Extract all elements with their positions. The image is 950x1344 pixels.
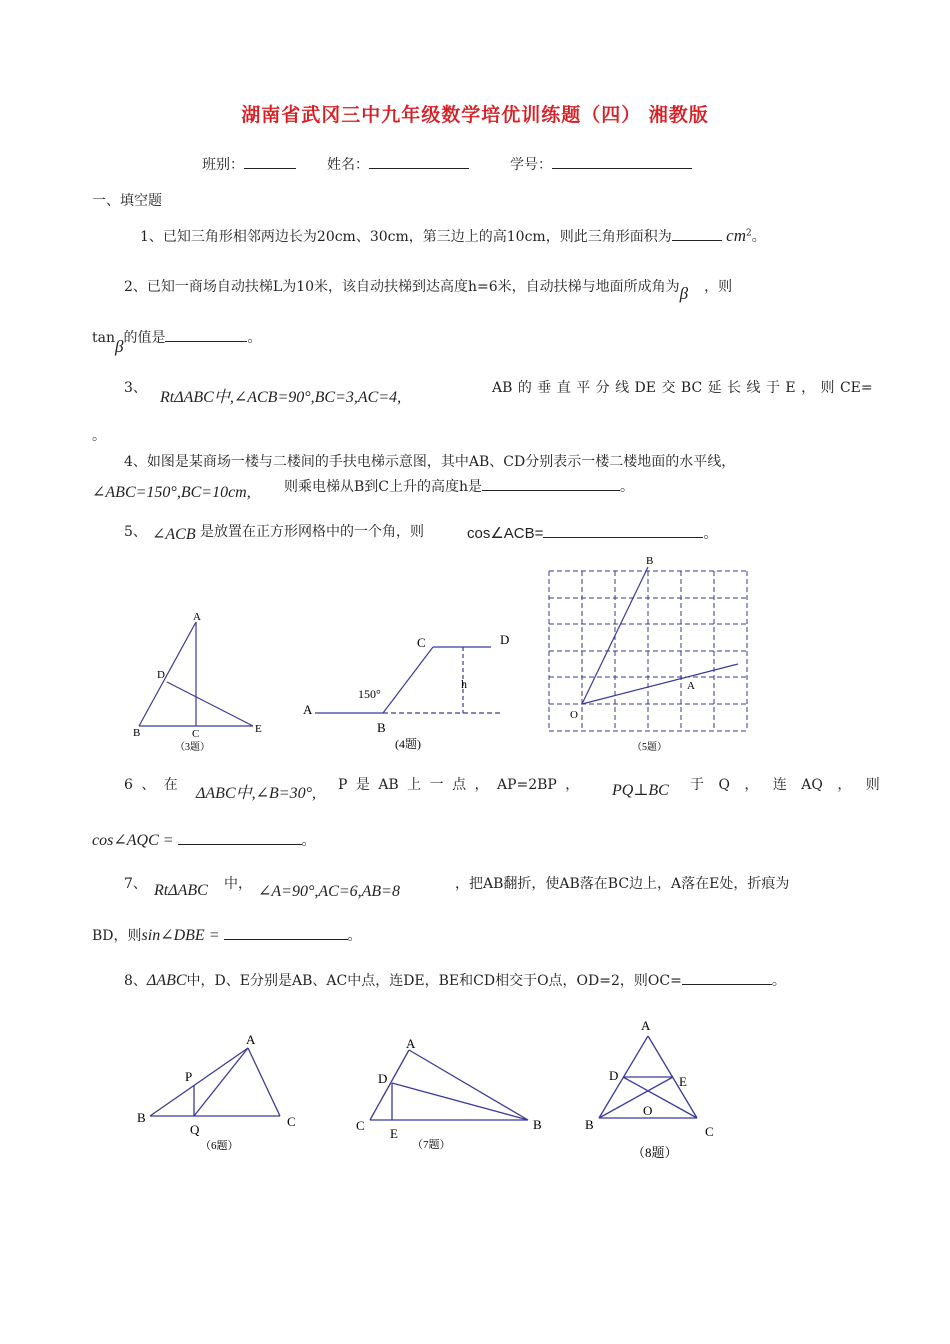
fig4-caption: (4题) [395,737,421,751]
question-7-text: 中， [224,876,252,892]
fig7-label-a: A [406,1036,416,1051]
number-label: 学号： [510,157,552,173]
fig3-label-c: C [192,728,200,740]
q1-sup: 2 [745,228,752,239]
question-2 [124,276,733,303]
name-label: 姓名： [327,157,369,173]
question-7-line2 [92,925,362,945]
question-6-line2 [92,830,316,850]
q8-blank[interactable] [682,970,772,985]
fig8-label-o: O [643,1103,653,1118]
q2-blank[interactable] [165,327,247,342]
fig7-label-c: C [356,1118,365,1133]
fig8-label-d: D [609,1068,619,1083]
q6-line2-end: 。 [301,833,316,849]
question-4-text: 4、如图是某商场一楼与二楼间的手扶电梯示意图，其中AB、CD分别表示一楼二楼地面的水平线， [124,454,736,470]
fig7-label-b: B [533,1117,542,1132]
fig5-label-b: B [646,555,654,567]
question-5-num: 5、 [124,524,147,540]
figure-7 [350,1034,550,1156]
question-6-text: P 是 AB 上 一 点 ， AP=2BP ， [338,777,580,793]
question-4-math: ∠ABC=150°,BC=10cm, [92,484,251,501]
fig3-label-a: A [193,611,201,623]
class-blank[interactable] [244,154,296,169]
question-5-answer [467,523,717,543]
q2-tan: tan [92,330,115,346]
fig5-label-o: O [570,709,578,721]
q8-num: 8、 [124,973,147,989]
q2-line2-text: 的值是 [123,330,166,346]
q7-line2: BD，则 [92,928,142,944]
q1-text: 1、已知三角形相邻两边长为20cm、30cm，第三边上的高10cm，则此三角形面积为 [140,229,672,245]
fig7-label-e: E [390,1126,398,1141]
fig6-side-ac [248,1048,280,1116]
fig3-label-e: E [255,723,262,735]
fig6-label-c: C [287,1114,296,1129]
figure-3 [125,608,275,758]
question-2-line2 [92,327,262,356]
name-field [327,154,469,174]
q5-blank[interactable] [543,523,703,538]
question-1 [140,226,766,246]
question-4-rest [284,476,634,496]
fig7-side-ab [409,1050,528,1120]
question-6-text2: 于 Q ， 连 AQ ， 则 [690,777,880,793]
question-6-math: ΔABC中,∠B=30°, [196,785,316,802]
page-title: 湖南省武冈三中九年级数学培优训练题（四） 湘教版 [241,104,709,126]
q7-line2-math: sin∠DBE = [141,927,220,944]
class-field [202,154,296,174]
class-label: 班别： [202,157,244,173]
q1-blank[interactable] [672,226,722,241]
fig6-caption: （6题） [200,1140,239,1152]
question-3-end: 。 [92,428,106,444]
figure-8 [580,1012,730,1162]
fig4-angle: 150° [358,687,381,701]
q1-unit: cm [726,226,746,245]
fig6-label-p: P [185,1069,193,1084]
fig6-line-aq [194,1048,248,1116]
fig3-side-ba [139,622,196,726]
q2-end: ，则 [704,279,733,295]
fig6-label-q: Q [190,1122,200,1137]
fig5-label-a: A [687,680,695,692]
q2-beta-2: β [115,337,124,356]
q8-text: 中，D、E分别是AB、AC中点，连DE，BE和CD相交于O点，OD=2，则OC= [186,973,682,989]
q5-end: 。 [703,526,718,542]
q5-math2: cos∠ACB= [467,525,544,542]
question-7-text2: ，把AB翻折，使AB落在BC边上，A落在E处，折痕为 [455,876,790,892]
q2-beta: β [679,284,689,303]
q2-line2-end: 。 [247,330,262,346]
question-3-math: RtΔABC中,∠ACB=90°,BC=3,AC=4, [160,389,402,406]
fig3-line-de [167,682,253,726]
q8-end: 。 [771,973,786,989]
figure-5 [540,550,760,760]
q4-end: 。 [620,479,635,495]
q7-line2-end: 。 [347,928,362,944]
q6-line2-math: cos∠AQC = [92,832,174,849]
fig4-label-c: C [417,635,426,650]
fig6-side-ba [150,1048,248,1116]
fig5-caption: （5题） [632,742,667,753]
section-heading: 一、填空题 [92,193,162,209]
fig7-caption: （7题） [412,1139,451,1151]
name-blank[interactable] [369,154,469,169]
question-5-text: 是放置在正方形网格中的一个角，则 [200,524,424,540]
q4-text2: 则乘电梯从B到C上升的高度h是 [284,479,483,495]
fig3-label-d: D [157,669,165,681]
fig3-label-b: B [133,727,141,739]
fig8-label-b: B [585,1117,594,1132]
fig3-caption: （3题） [175,742,210,753]
q8-math: ΔABC [146,972,187,989]
question-3-num: 3、 [124,380,147,396]
fig4-label-b: B [377,720,386,735]
fig8-caption: （8题） [632,1145,678,1160]
figure-4 [295,628,525,758]
fig5-grid [549,571,747,731]
question-3-text: AB 的 垂 直 平 分 线 DE 交 BC 延 长 线 于 E ， 则 CE= [492,380,873,396]
fig4-label-a: A [303,702,313,717]
question-8 [124,970,786,990]
q4-blank[interactable] [482,476,620,491]
number-blank[interactable] [552,154,692,169]
q1-end: 。 [751,229,766,245]
fig7-side-ca [370,1050,409,1120]
number-field [510,154,692,174]
question-7-num: 7、 [124,876,147,892]
fig8-line-be [599,1077,673,1118]
q6-blank[interactable] [178,830,302,845]
fig7-label-d: D [378,1071,388,1086]
question-6-math2: PQ⊥BC [612,782,669,799]
fig4-label-h: h [461,677,467,691]
fig8-label-e: E [679,1074,687,1089]
fig4-line-bc [383,647,433,713]
question-6-num: 6 、 在 [124,777,178,793]
question-7-math: RtΔABC [154,882,208,899]
q7-blank[interactable] [224,925,348,940]
figure-6 [128,1028,308,1156]
fig8-label-c: C [705,1124,714,1139]
fig7-line-db [392,1083,528,1120]
fig6-label-a: A [246,1032,256,1047]
fig5-ray-oa [582,664,738,704]
fig4-label-d: D [500,632,510,647]
question-5-math: ∠ACB [152,526,196,543]
fig6-label-b: B [137,1110,146,1125]
q2-text: 2、已知一商场自动扶梯L为10米，该自动扶梯到达高度h=6米，自动扶梯与地面所成角为 [124,279,680,295]
fig8-label-a: A [641,1018,651,1033]
question-7-math2: ∠A=90°,AC=6,AB=8 [258,883,400,900]
